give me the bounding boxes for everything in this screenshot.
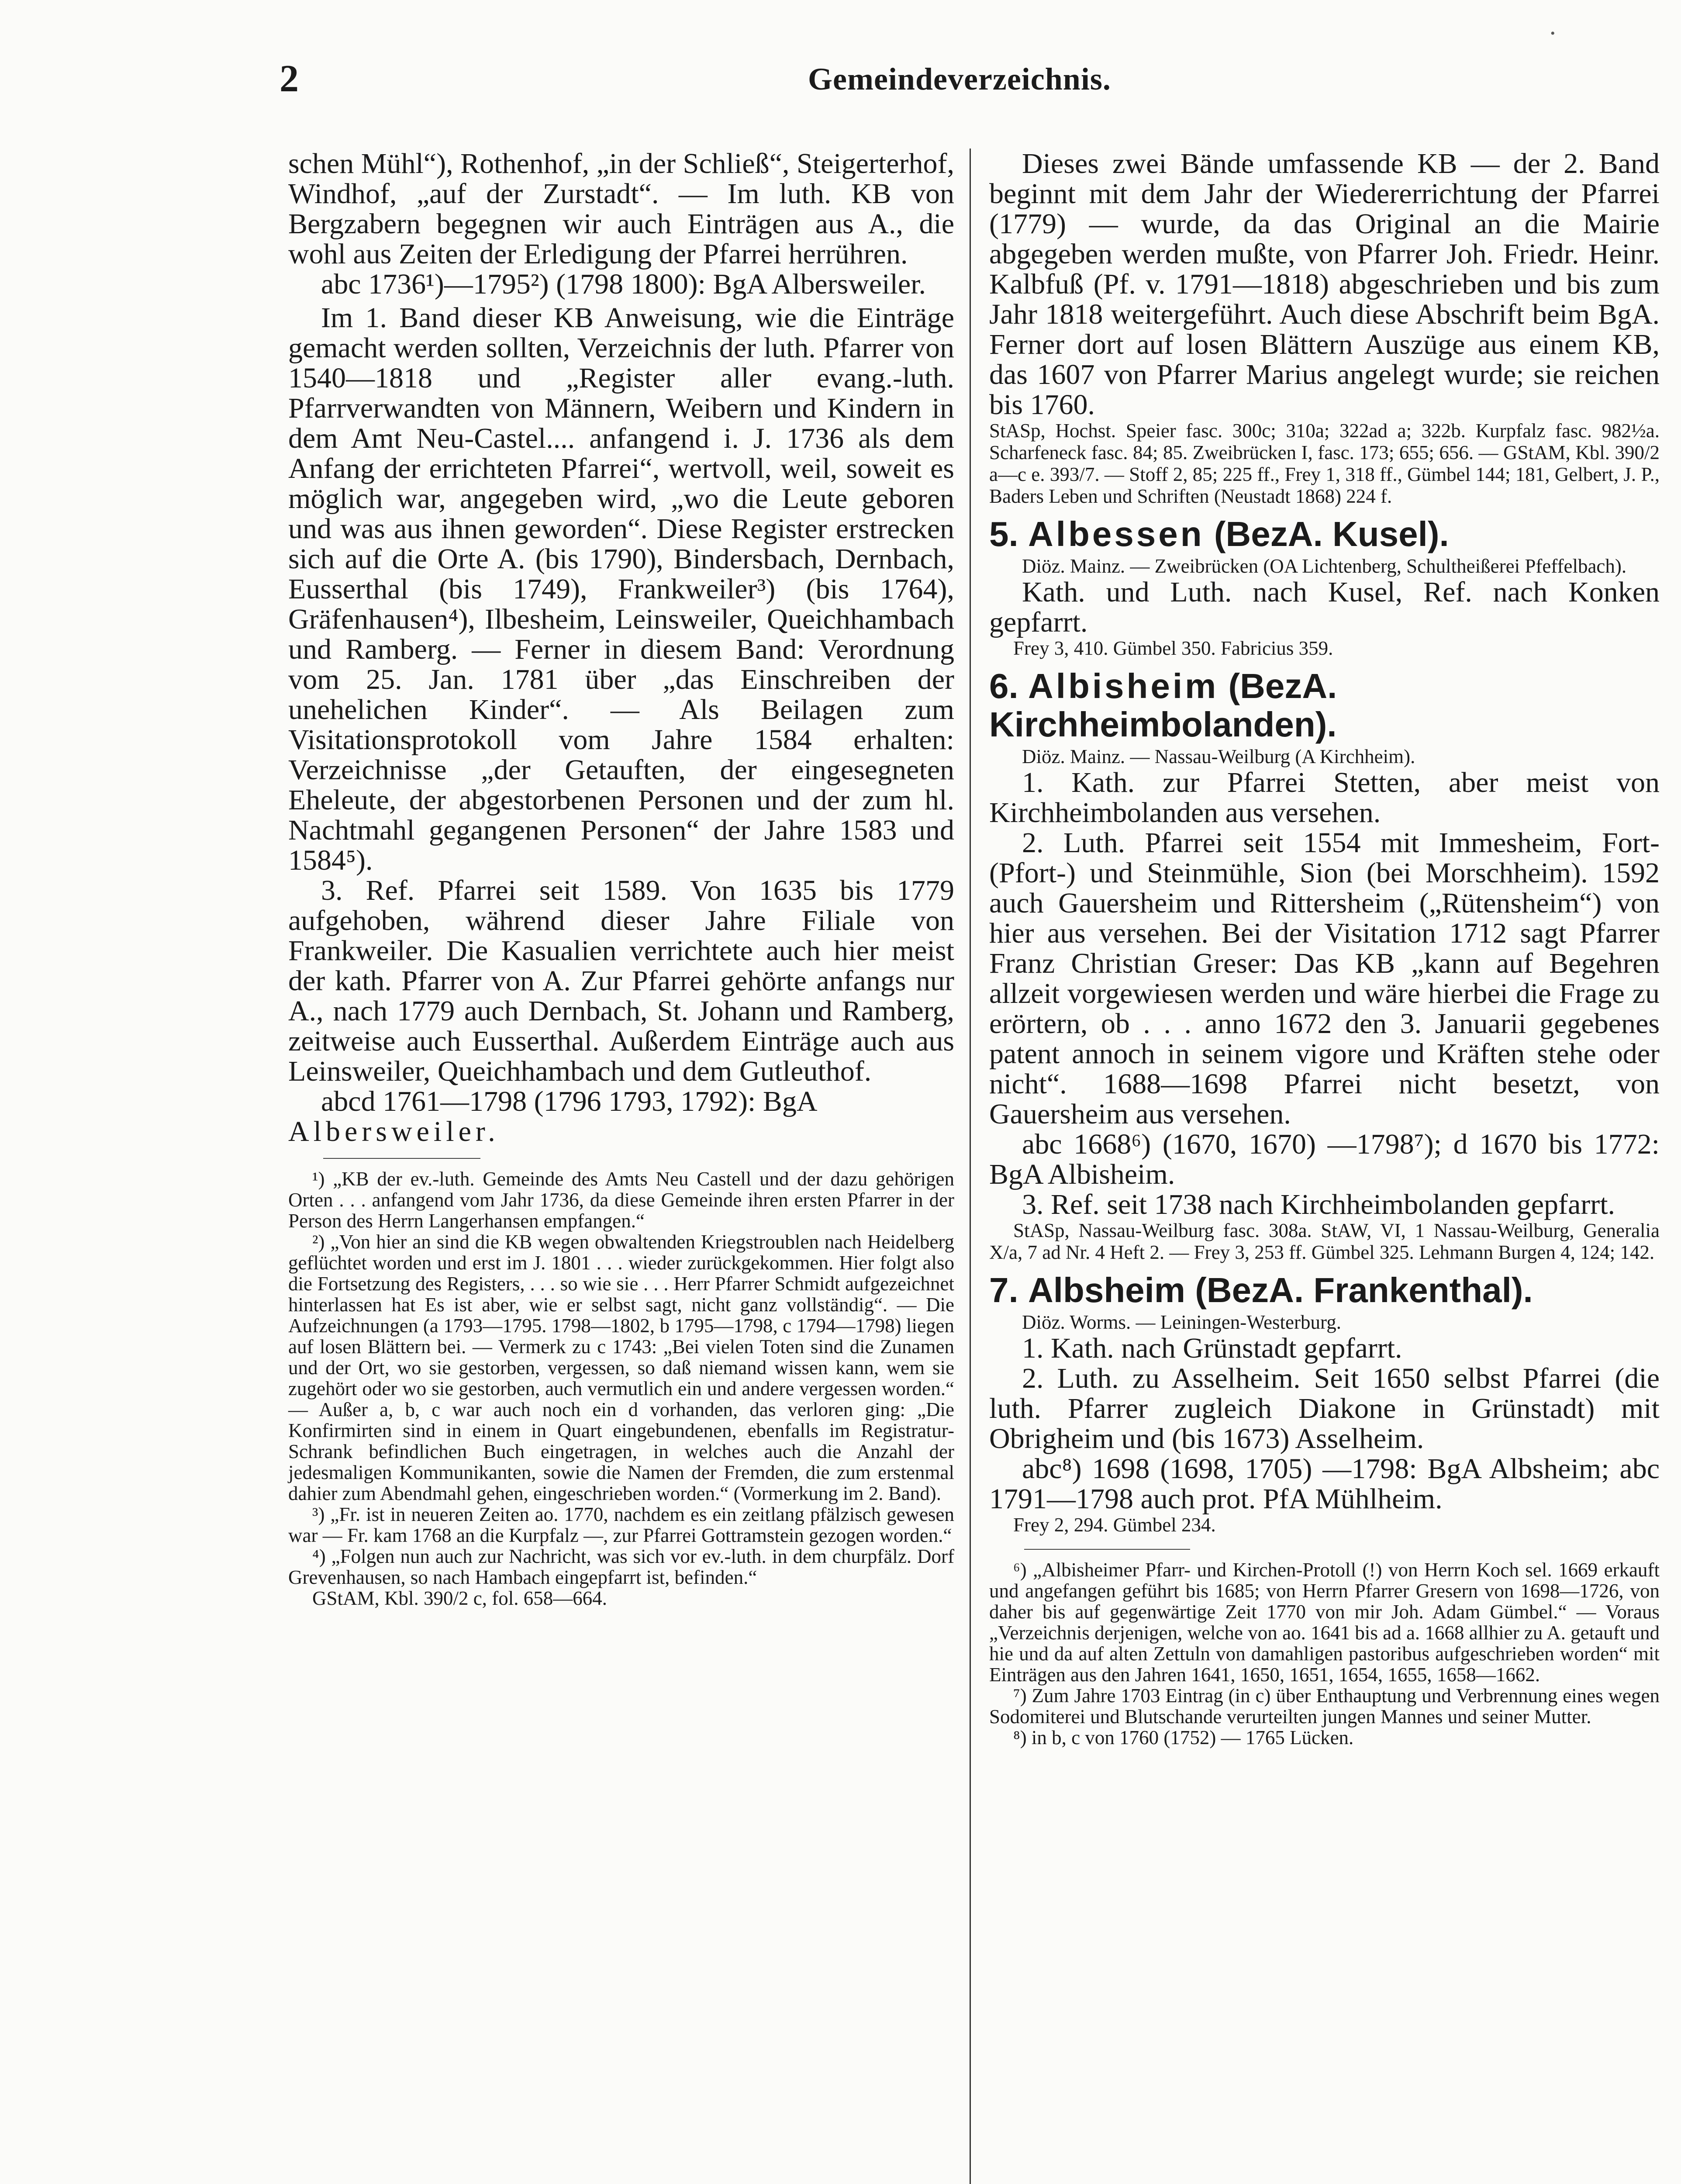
scan-mark: •	[1550, 26, 1555, 41]
paragraph: abc 1668⁶) (1670, 1670) —1798⁷); d 1670 bis 1772: BgA Albisheim.	[989, 1128, 1660, 1190]
left-column	[288, 149, 954, 1609]
source-note: StASp, Hochst. Speier fasc. 300c; 310a; 322ad a; 322b. Kurpfalz fasc. 982½a. Scharfeneck fasc. 84; 85. Zweibrücken I, fasc. 173; 655; 656. — GStAM, Kbl. 390/2 a—c e. 393/7. — Stoff 2, 85; 225 ff., Frey 1, 318 ff., Gümbel 144; 181, Gelbert, J. P., Baders Leben und Schriften (Neustadt 1868) 224 f.	[989, 420, 1660, 507]
footnote: ⁴) „Folgen nun auch zur Nachricht, was sich vor ev.-luth. in dem churpfälz. Dorf Grevenhausen, so nach Hambach eingepfarrt ist, befinden.“	[288, 1545, 954, 1588]
page-number: 2	[280, 58, 299, 100]
paragraph: abc 1736¹)—1795²) (1798 1800): BgA Albersweiler.	[321, 268, 926, 300]
left-body	[288, 149, 954, 1147]
paragraph: 1. Kath. nach Grünstadt gepfarrt.	[1022, 1332, 1402, 1364]
footnote: ¹) „KB der ev.-luth. Gemeinde des Amts Neu Castell und der dazu gehörigen Orten . . . anfangend vom Jahr 1736, da diese Gemeinde ihren ersten Pfarrer in der Person des Herrn Langerhansen empfangen.“	[288, 1168, 954, 1232]
footnote: ⁸) in b, c von 1760 (1752) — 1765 Lücken.	[1013, 1727, 1354, 1749]
paragraph: Dieses zwei Bände umfassende KB — der 2. Band beginnt mit dem Jahr der Wiedererrichtung der Pfarrei (1779) — wurde, da das Original an die Mairie abgegeben werden mußte, von Pfarrer Joh. Friedr. Heinr. Kalbfuß (Pf. v. 1791—1818) abgeschrieben und bis zum Jahr 1818 weitergeführt. Auch diese Abschrift beim BgA. Ferner dort auf losen Blättern Auszüge aus einem KB, das 1607 von Pfarrer Marius angelegt wurde; sie reichen bis 1760.	[989, 148, 1660, 421]
paragraph: 2. Luth. zu Asselheim. Seit 1650 selbst Pfarrei (die luth. Pfarrer zugleich Diakone in Grünstadt) mit Obrigheim und (bis 1673) Asselheim.	[989, 1362, 1660, 1455]
paragraph: Albersweiler.	[288, 1116, 500, 1147]
paragraph: abcd 1761—1798 (1796 1793, 1792): BgA	[321, 1085, 818, 1117]
paragraph: schen Mühl“), Rothenhof, „in der Schließ“, Steigerterhof, Windhof, „auf der Zurstadt“. — Im luth. KB von Bergzabern begegnen wir auch Einträgen aus A., die wohl aus Zeiten der Erledigung der Pfarrei herrühren.	[288, 148, 954, 270]
footnote: ⁷) Zum Jahre 1703 Eintrag (in c) über Enthauptung und Verbrennung eines wegen Sodomiterei und Blutschande verurteilten jungen Mannes und seiner Mutter.	[989, 1685, 1660, 1728]
footnote: ⁶) „Albisheimer Pfarr- und Kirchen-Protoll (!) von Herrn Koch sel. 1669 erkauft und angefangen geführt bis 1685; von Herrn Pfarrer Gresern von 1698—1726, von daher bis auf gegenwärtige Zeit 1770 von mir Joh. Adam Gümbel.“ — Voraus „Verzeichnis derjenigen, welche von ao. 1641 bis ad a. 1668 allhier zu A. getauft und hie und da auf alten Zettuln von damahligen pastoribus aufgeschrieben worden“ mit Einträgen aus den Jahren 1641, 1650, 1651, 1654, 1655, 1658—1662.	[989, 1559, 1660, 1686]
right-footnotes	[989, 1559, 1660, 1748]
running-title: Gemeindeverzeichnis.	[808, 62, 1111, 97]
right-body	[989, 149, 1660, 420]
paragraph: Im 1. Band dieser KB Anweisung, wie die Einträge gemacht werden sollten, Verzeichnis der luth. Pfarrer von 1540—1818 und „Register aller evang.-luth. Pfarrverwandten von Männern, Weibern und Kindern in dem Amt Neu-Castel.... anfangend i. J. 1736 als dem Anfang der errichteten Pfarrei“, wertvoll, weil, soweit es möglich war, angegeben wird, „wo die Leute geboren und was aus ihnen geworden“. Diese Register erstrecken sich auf die Orte A. (bis 1790), Bindersbach, Dernbach, Eusserthal (bis 1749), Frankweiler³) (bis 1764), Gräfenhausen⁴), Ilbesheim, Leinsweiler, Queichhambach und Ramberg. — Ferner in diesem Band: Verordnung vom 25. Jan. 1781 über „das Einschreiben der unehelichen Kinder“. — Als Beilagen zum Visitationsprotokoll vom Jahre 1584 erhalten: Verzeichnisse „der Getauften, der eingesegneten Eheleute, der abgestorbenen Personen und der zum hl. Nachtmahl gegangenen Personen“ der Jahre 1583 und 1584⁵).	[288, 302, 954, 876]
footnote-separator	[1024, 1549, 1190, 1550]
diocese-line: Diöz. Worms. — Leiningen-Westerburg.	[1022, 1311, 1341, 1333]
paragraph: 1. Kath. zur Pfarrei Stetten, aber meist von Kirchheimbolanden aus versehen.	[989, 767, 1660, 829]
paragraph: 3. Ref. seit 1738 nach Kirchheimbolanden gepfarrt.	[1022, 1189, 1615, 1220]
diocese-line: Diöz. Mainz. — Zweibrücken (OA Lichtenberg, Schultheißerei Pfeffelbach).	[1022, 555, 1627, 577]
footnote-source: GStAM, Kbl. 390/2 c, fol. 658—664.	[312, 1587, 607, 1609]
source-note: StASp, Nassau-Weilburg fasc. 308a. StAW, VI, 1 Nassau-Weilburg, Generalia X/a, 7 ad Nr. 4 Heft 2. — Frey 3, 253 ff. Gümbel 325. Lehmann Burgen 4, 124; 142.	[989, 1220, 1660, 1263]
paragraph: Kath. und Luth. nach Kusel, Ref. nach Konken gepfarrt.	[989, 576, 1660, 638]
entry-heading-albisheim: 6. Albisheim (BezA. Kirchheimbolanden).	[989, 667, 1337, 744]
paragraph: 2. Luth. Pfarrei seit 1554 mit Immesheim, Fort- (Pfort-) und Steinmühle, Sion (bei Morschheim). 1592 auch Gauersheim und Rittersheim („Rütensheim“) von hier aus versehen. Bei der Visitation 1712 sagt Pfarrer Franz Christian Greser: Das KB „kann auf Begehren allzeit vorgewiesen werden und wäre hierbei die Frage zu erörtern, ob . . . anno 1672 den 3. Januarii gegebenes patent annoch in seinem vigore und Kräften stehe oder nicht“. 1688—1698 Pfarrei nicht besetzt, von Gauersheim aus versehen.	[989, 827, 1660, 1130]
source-note: Frey 3, 410. Gümbel 350. Fabricius 359.	[1013, 637, 1333, 659]
paragraph: 3. Ref. Pfarrei seit 1589. Von 1635 bis 1779 aufgehoben, während dieser Jahre Filiale von Frankweiler. Die Kasualien verrichtete auch hier meist der kath. Pfarrer von A. Zur Pfarrei gehörte anfangs nur A., nach 1779 auch Dernbach, St. Johann und Ramberg, zeitweise auch Eusserthal. Außerdem Einträge auch aus Leinsweiler, Queichhambach und dem Gutleuthof.	[288, 874, 954, 1087]
source-note: Frey 2, 294. Gümbel 234.	[1013, 1514, 1216, 1536]
footnote: ³) „Fr. ist in neueren Zeiten ao. 1770, nachdem es ein zeitlang pfälzisch gewesen war — Fr. kam 1768 an die Kurpfalz —, zur Pfarrei Gottramstein gezogen worden.“	[288, 1503, 954, 1546]
page-header	[0, 0, 1681, 114]
entry-heading-albessen: 5. Albessen (BezA. Kusel).	[989, 515, 1449, 553]
footnote-separator	[323, 1158, 480, 1159]
column-divider	[970, 149, 971, 2184]
right-column	[989, 149, 1660, 1748]
left-footnotes	[288, 1168, 954, 1609]
footnote: ²) „Von hier an sind die KB wegen obwaltenden Kriegstroublen nach Heidelberg geflüchtet worden und erst im J. 1801 . . . wieder zurückgekommen. Hier folgt also die Fortsetzung des Registers, . . . so wie sie . . . Herr Pfarrer Schmidt aufgezeichnet hinterlassen hat Es ist aber, wie er selbst sagt, nicht ganz vollständig“. — Die Aufzeichnungen (a 1793—1795. 1798—1802, b 1795—1798, c 1794—1798) liegen auf losen Blättern bei. — Vermerk zu c 1743: „Bei vielen Toten sind die Zunamen und der Ort, wo sie gestorben, vergessen, so daß niemand wissen kann, wem sie zugehört oder wo sie gestorben, auch vermutlich ein und andere vergessen worden.“ — Außer a, b, c war auch noch ein d vorhanden, das verloren ging: „Die Konfirmirten sind in einem in Quart eingebundenen, ebenfalls im Registratur-Schrank befindlichen Buch eingetragen, in welches auch die Anzahl der jedesmaligen Kommunikanten, sowie die Namen der Fremden, die zum erstenmal dahier zum Abendmahl gehen, eingeschrieben worden.“ (Vormerkung im 2. Band).	[288, 1231, 954, 1504]
entry-heading-albsheim: 7. Albsheim (BezA. Frankenthal).	[989, 1271, 1533, 1310]
diocese-line: Diöz. Mainz. — Nassau-Weilburg (A Kirchheim).	[1022, 746, 1415, 767]
paragraph: abc⁸) 1698 (1698, 1705) —1798: BgA Albsheim; abc 1791—1798 auch prot. PfA Mühlheim.	[989, 1453, 1660, 1515]
